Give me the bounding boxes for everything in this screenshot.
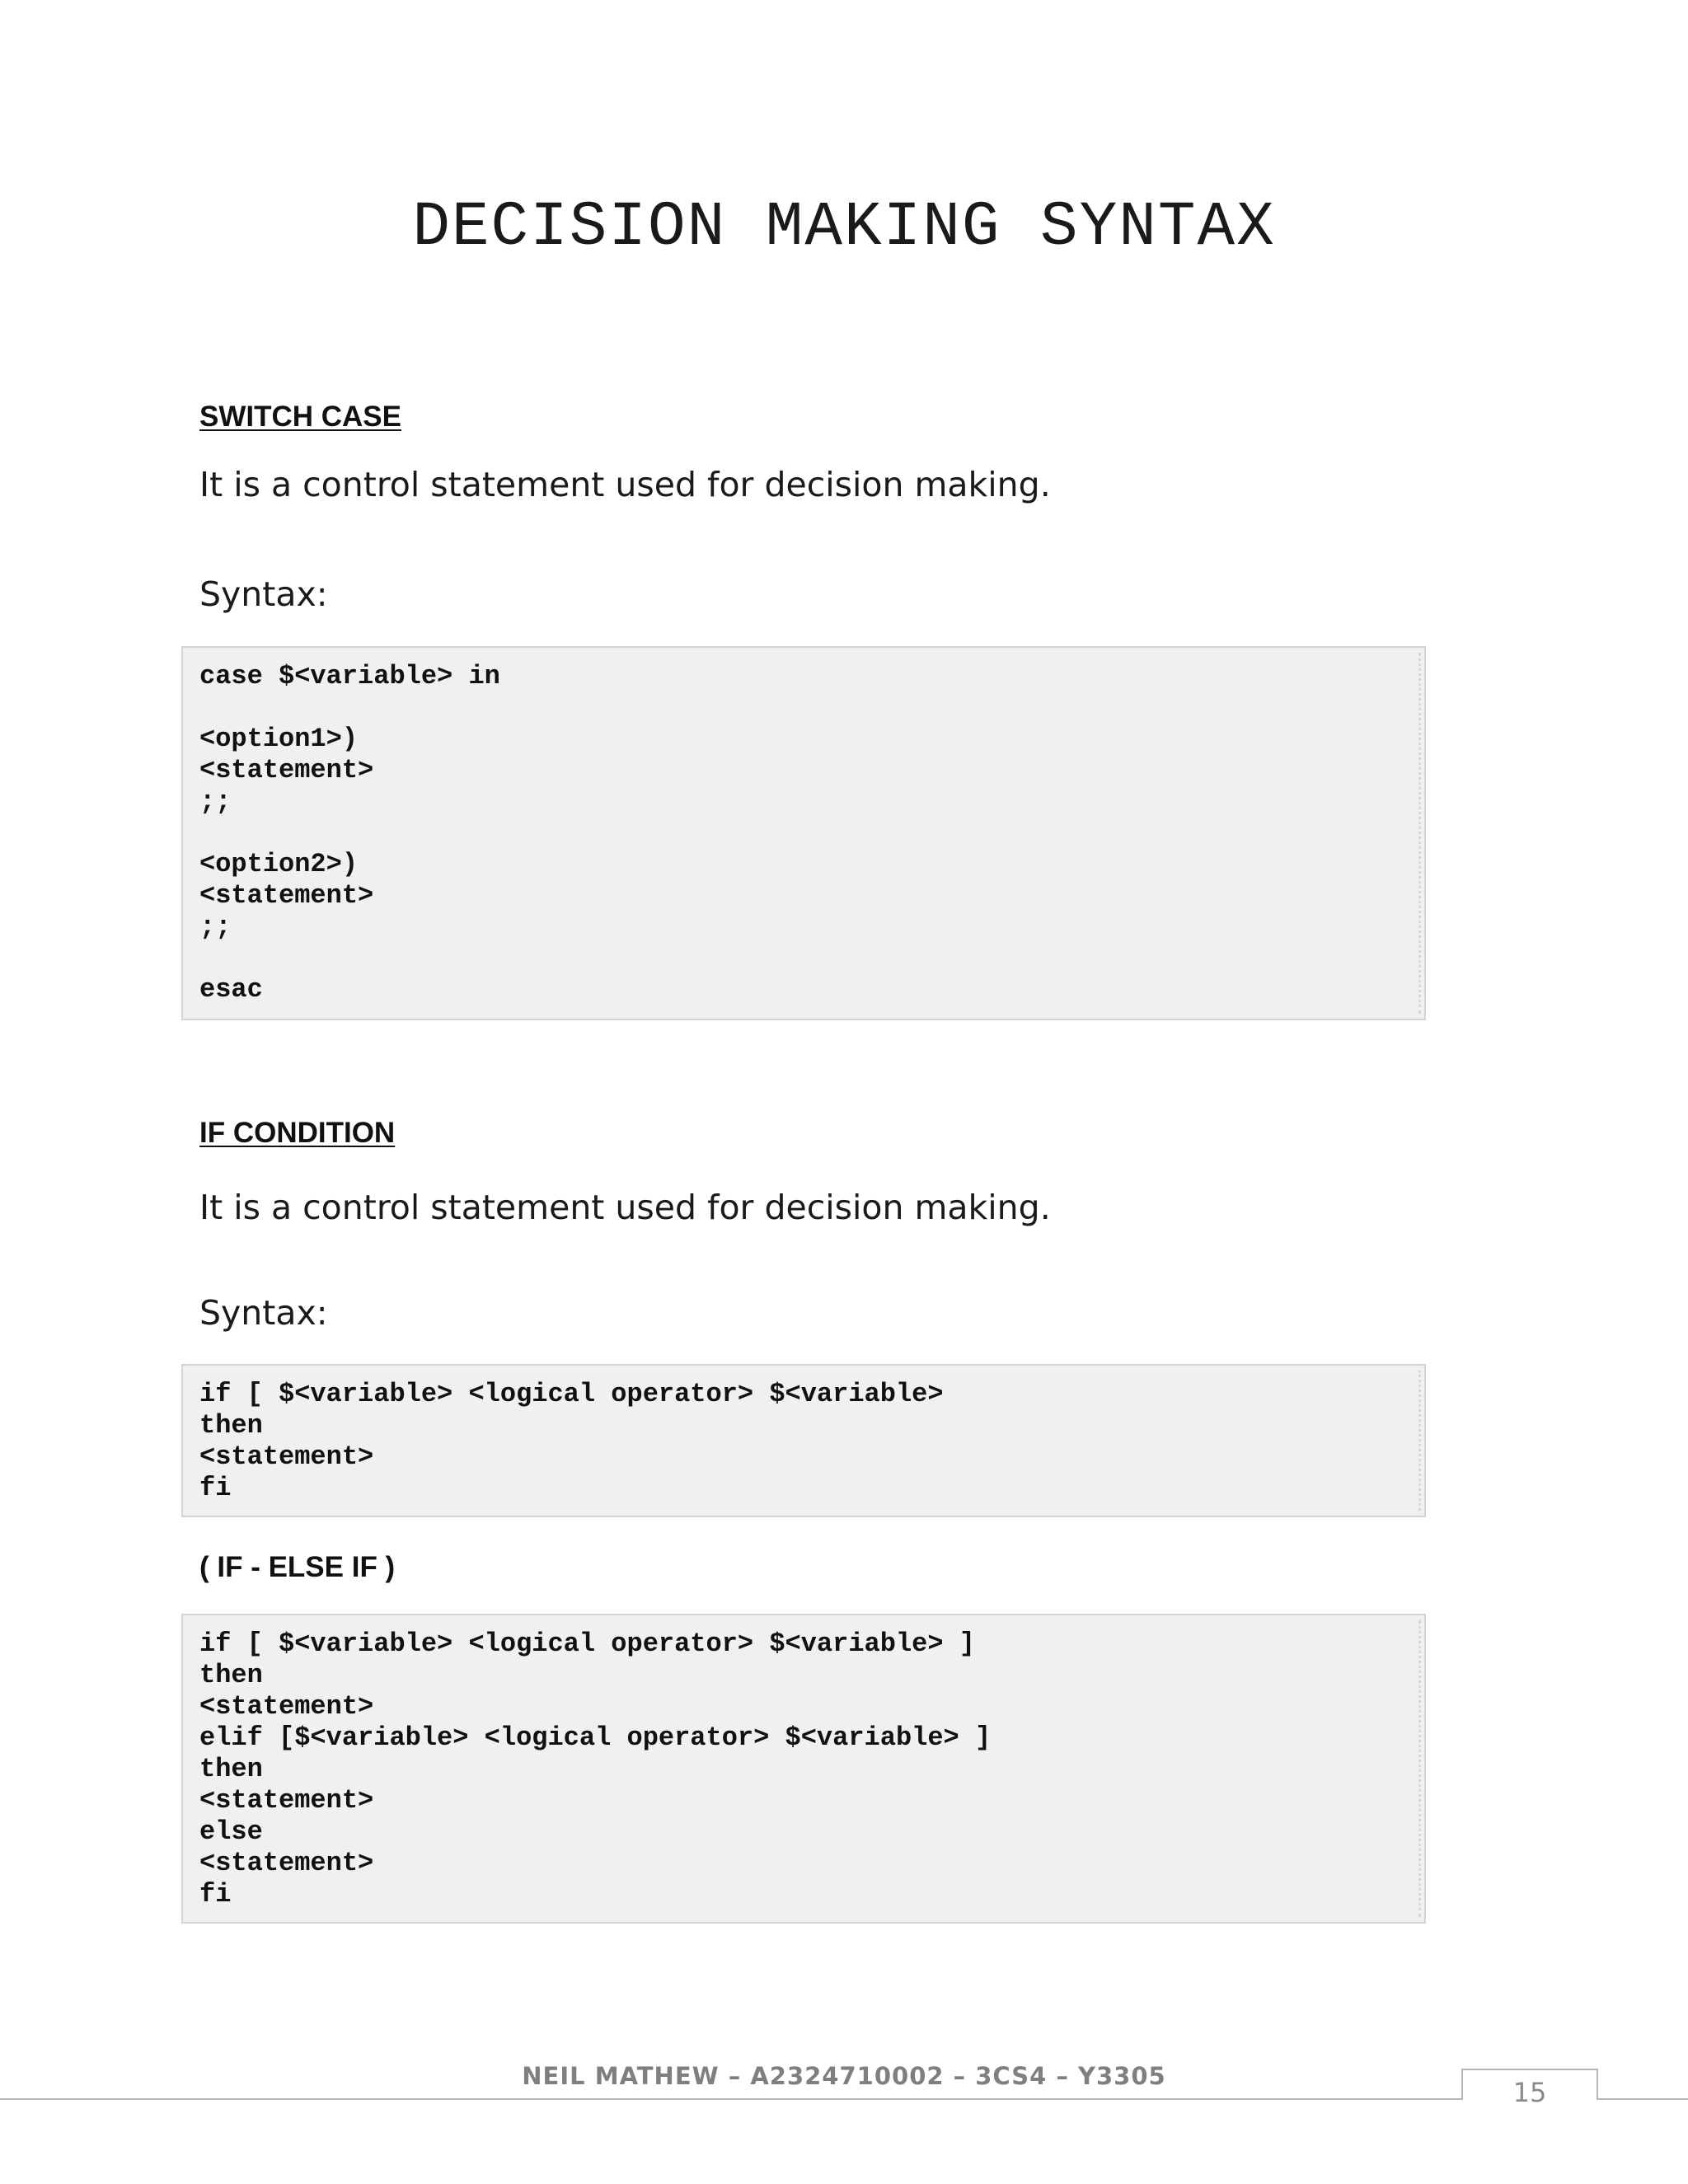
if-else-if-code-block [181,1614,1426,1924]
code-line: esac [199,974,263,1005]
code-line: fi [199,1473,232,1503]
page-title: DECISION MAKING SYNTAX [412,192,1276,263]
code-line: ;; [199,786,232,817]
code-line: if [ $<variable> <logical operator> $<variable> [199,1379,944,1409]
switch-case-heading: SWITCH CASE [199,401,401,433]
code-line: <statement> [199,1848,374,1878]
code-line: <statement> [199,1691,374,1722]
footer-rule [0,2098,1688,2100]
footer-author: NEIL MATHEW – A2324710002 – 3CS4 – Y3305 [522,2062,1166,2090]
code-line: fi [199,1879,232,1910]
code-line: <statement> [199,755,374,785]
code-line: case $<variable> in [199,661,500,691]
code-line: <statement> [199,880,374,911]
code-line: if [ $<variable> <logical operator> $<variable> ] [199,1629,975,1659]
code-line: else [199,1816,263,1847]
code-line: <option1>) [199,724,359,754]
switch-case-code-block [181,646,1426,1020]
code-line: then [199,1660,263,1690]
if-condition-description: It is a control statement used for decision making. [199,1188,1051,1227]
code-line: then [199,1410,263,1441]
page-number: 15 [1512,2077,1547,2108]
code-line: <statement> [199,1785,374,1816]
code-line: <statement> [199,1441,374,1472]
code-line: then [199,1754,263,1784]
if-condition-code-block [181,1364,1426,1517]
switch-case-syntax-label: Syntax: [199,574,328,614]
if-condition-syntax-label: Syntax: [199,1293,328,1333]
code-line: ;; [199,912,232,942]
if-else-if-heading: ( IF - ELSE IF ) [199,1551,396,1583]
switch-case-description: It is a control statement used for decision making. [199,465,1051,504]
if-condition-heading: IF CONDITION [199,1117,396,1149]
code-line: elif [$<variable> <logical operator> $<variable> ] [199,1722,992,1753]
code-line: <option2>) [199,849,359,879]
